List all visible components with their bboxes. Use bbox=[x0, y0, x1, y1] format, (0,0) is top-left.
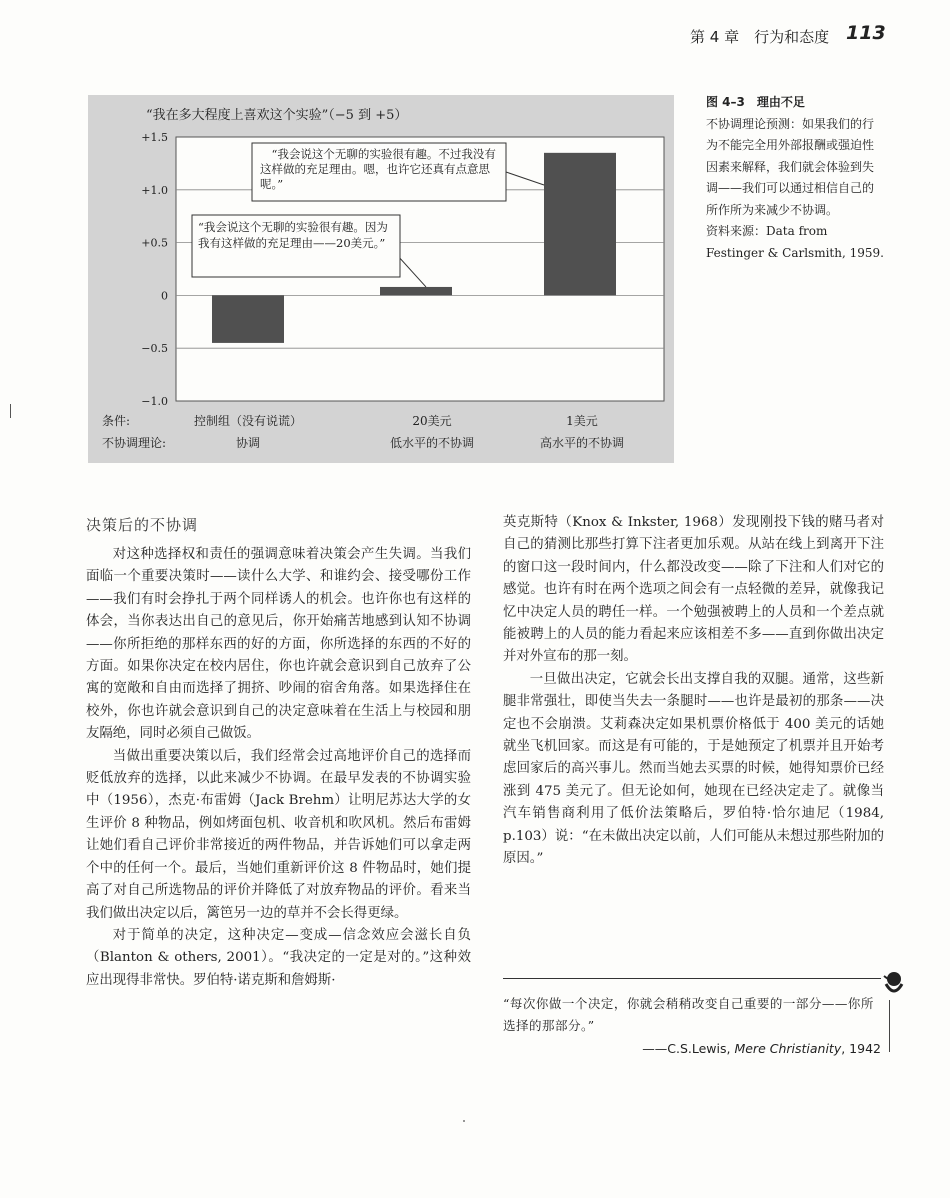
figure-caption bbox=[706, 92, 884, 264]
paragraph: 当做出重要决策以后，我们经常会过高地评价自己的选择而贬低放弃的选择，以此来减少不协调。在最早发表的不协调实验中（1956），杰克·布雷姆（Jack Brehm）让明尼苏达大学的女生评价 8 种物品，例如烤面包机、收音机和吹风机。然后布雷姆让她们看自己评价非常接近的两件物品，并告诉她们可以拿走两个中的任何一个。最后，当她们重新评价这 8 件物品时，她们提高了对自己所选物品的评价并降低了对放弃物品的评价。看来当我们做出决定以后，篱笆另一边的草并不会长得更绿。 bbox=[86, 748, 471, 921]
category-label: 20美元 bbox=[412, 414, 452, 428]
bar-chart bbox=[88, 95, 674, 463]
paragraph: 对这种选择权和责任的强调意味着决策会产生失调。当我们面临一个重要决策时——读什么大学、和谁约会、接受哪份工作——我们有时会挣扎于两个同样诱人的机会。也许你也有这样的体会，当你表达出自己的意见后，你开始痛苦地感到认知不协调——你所拒绝的那样东西的好的方面，你所选择的东西的不好的方面。如果你决定在校内居住，你也许就会意识到自己放弃了公寓的宽敞和自由而选择了拥挤、吵闹的宿舍角落。如果选择住在校外，你也许就会意识到自己的决定意味着在生活上与校园和朋友隔绝，同时必须自己做饭。 bbox=[86, 547, 471, 742]
row-label-condition: 条件: bbox=[102, 414, 131, 428]
annotation-text-2: “我会说这个无聊的实验很有趣。因为我有这样做的充足理由——20美元。” bbox=[198, 220, 388, 250]
speck bbox=[463, 1120, 465, 1122]
y-tick-label: 0 bbox=[161, 289, 168, 303]
quote-author: ——C.S.Lewis, bbox=[642, 1041, 735, 1056]
dissonance-label: 高水平的不协调 bbox=[539, 436, 625, 450]
annotation-text-1: “我会说这个无聊的实验很有趣。不过我没有这样做的充足理由。嗯，也许它还真有点意思呢。” bbox=[260, 147, 496, 191]
quote-work: Mere Christianity bbox=[734, 1041, 842, 1056]
annotation-box-2 bbox=[192, 215, 400, 277]
y-tick-label: +1.5 bbox=[141, 131, 168, 144]
pull-quote bbox=[503, 978, 881, 1056]
paragraph: 对于简单的决定，这种决定—变成—信念效应会滋长自负（Blanton & others, 2001）。“我决定的一定是对的。”这种效应出现得非常快。罗伯特·诺克斯和詹姆斯· bbox=[86, 927, 471, 988]
y-tick-label: +0.5 bbox=[141, 236, 168, 250]
figure-caption-source: 资料来源：Data from Festinger & Carlsmith, 1959. bbox=[706, 224, 884, 260]
quote-rule bbox=[889, 1000, 890, 1052]
chart-title: “我在多大程度上喜欢这个实验”（−5 到 +5） bbox=[146, 108, 408, 123]
speaker-head-icon bbox=[880, 970, 908, 998]
paragraph: 英克斯特（Knox & Inkster, 1968）发现刚投下钱的赌马者对自己的猜测比那些打算下注者更加乐观。从站在线上到离开下注的窗口这一段时间内，什么都没改变——除了下注和人们对它的感觉。也许有时在两个选项之间会有一点轻微的差异，就像我记忆中决定人员的聘任一样。一个勉强被聘上的人员和一个差点就能被聘上的人员的能力看起来应该相差不多——直到你做出决定并对外宣布的那一刻。 bbox=[503, 515, 884, 665]
figure-caption-title: 图 4–3 理由不足 bbox=[706, 95, 805, 109]
annotation-box-1 bbox=[252, 143, 506, 201]
bar-1 bbox=[212, 295, 284, 343]
quote-attribution bbox=[503, 1041, 881, 1056]
margin-mark bbox=[10, 404, 11, 418]
paragraph: 一旦做出决定，它就会长出支撑自我的双腿。通常，这些新腿非常强壮，即使当失去一条腿时——也许是最初的那条——决定也不会崩溃。艾莉森决定如果机票价格低于 400 美元的话她就坐飞机回家。而这是有可能的，于是她预定了机票并且开始考虑回家后的高兴事儿。然而当她去买票的时候，她得知票价已经涨到 475 美元了。但无论如何，她现在已经决定走了。就像当汽车销售商利用了低价法策略后，罗伯特·恰尔迪尼（1984, p.103）说：“在未做出决定以前，人们可能从未想过那些附加的原因。” bbox=[503, 671, 884, 867]
quote-text: “每次你做一个决定，你就会稍稍改变自己重要的一部分——你所选择的那部分。” bbox=[503, 996, 874, 1033]
y-tick-label: +1.0 bbox=[141, 183, 168, 197]
quote-year: , 1942 bbox=[841, 1041, 881, 1056]
row-label-dissonance: 不协调理论: bbox=[102, 436, 167, 450]
bar-2 bbox=[380, 287, 452, 295]
dissonance-label: 低水平的不协调 bbox=[389, 436, 475, 450]
dissonance-label: 协调 bbox=[235, 436, 261, 450]
bar-3 bbox=[544, 153, 616, 296]
left-column bbox=[86, 544, 471, 992]
page-number: 113 bbox=[846, 22, 886, 44]
y-tick-label: −0.5 bbox=[141, 342, 168, 356]
chapter-header: 第 4 章 行为和态度 bbox=[690, 28, 830, 46]
right-column bbox=[503, 512, 884, 871]
category-label: 控制组（没有说谎） bbox=[193, 414, 303, 428]
figure-caption-body: 不协调理论预测：如果我们的行为不能完全用外部报酬或强迫性因素来解释，我们就会体验到失调——我们可以通过相信自己的所作所为来减少不协调。 bbox=[706, 116, 875, 217]
section-title: 决策后的不协调 bbox=[86, 516, 199, 534]
category-label: 1美元 bbox=[566, 414, 598, 428]
y-tick-label: −1.0 bbox=[141, 395, 168, 408]
